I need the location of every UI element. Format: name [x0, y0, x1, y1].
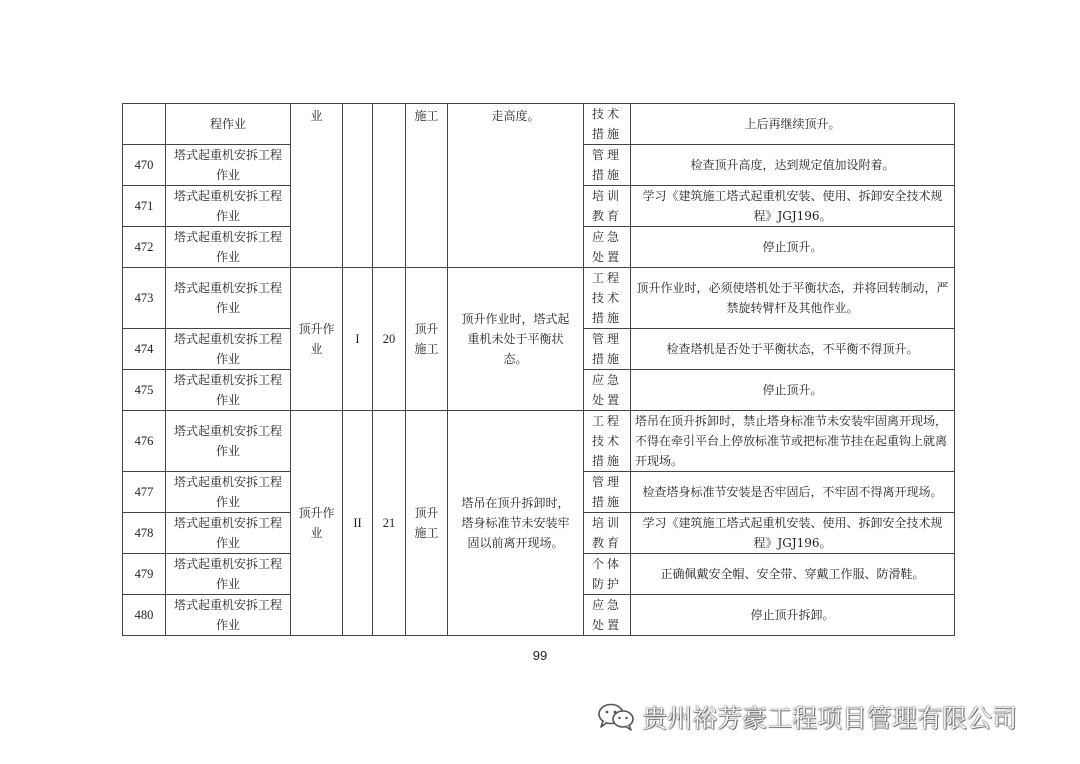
measure-type-cell: 培训教育	[584, 513, 631, 554]
measure-type-cell: 工程技术措施	[584, 268, 631, 329]
measure-type-cell: 培训教育	[584, 186, 631, 227]
row-number-cell: 472	[123, 227, 166, 268]
row-number-cell: 480	[123, 595, 166, 636]
project-name-cell: 塔式起重机安拆工程作业	[166, 595, 291, 636]
measure-cell: 塔吊在顶升拆卸时，禁止塔身标准节未安装牢固离开现场，不得在牵引平台上停放标准节或把标准节挂在起重钩上就离开现场。	[631, 411, 955, 472]
project-name-cell: 塔式起重机安拆工程作业	[166, 329, 291, 370]
project-name-cell: 塔式起重机安拆工程作业	[166, 145, 291, 186]
category-cell: 业	[291, 104, 343, 268]
row-number-cell	[123, 104, 166, 145]
measure-type-cell: 管理措施	[584, 472, 631, 513]
project-name-cell: 塔式起重机安拆工程作业	[166, 227, 291, 268]
table-row	[123, 268, 955, 329]
measure-type-cell: 工程技术措施	[584, 411, 631, 472]
measure-type-cell: 技术措施	[584, 104, 631, 145]
page-number: 99	[532, 648, 548, 663]
hazard-measures-table	[122, 103, 955, 636]
row-number-cell: 475	[123, 370, 166, 411]
risk-level-cell	[343, 104, 373, 268]
project-name-cell: 塔式起重机安拆工程作业	[166, 411, 291, 472]
measure-cell: 检查塔机是否处于平衡状态，不平衡不得顶升。	[631, 329, 955, 370]
measure-cell: 检查塔身标准节安装是否牢固后，不牢固不得离开现场。	[631, 472, 955, 513]
activity-cell: 施工	[406, 104, 448, 268]
measure-cell: 上后再继续顶升。	[631, 104, 955, 145]
activity-cell: 顶升施工	[406, 268, 448, 411]
measure-cell: 检查顶升高度，达到规定值加设附着。	[631, 145, 955, 186]
measure-cell: 学习《建筑施工塔式起重机安装、使用、拆卸安全技术规程》JGJ196。	[631, 513, 955, 554]
measure-type-cell: 应急处置	[584, 227, 631, 268]
row-number-cell: 479	[123, 554, 166, 595]
category-cell: 顶升作业	[291, 268, 343, 411]
row-number-cell: 476	[123, 411, 166, 472]
table-row	[123, 104, 955, 145]
category-cell: 顶升作业	[291, 411, 343, 636]
risk-level-cell: I	[343, 268, 373, 411]
hazard-cell: 走高度。	[448, 104, 584, 268]
measure-cell: 顶升作业时，必须使塔机处于平衡状态，并将回转制动，严禁旋转臂杆及其他作业。	[631, 268, 955, 329]
measure-cell: 停止顶升。	[631, 227, 955, 268]
row-number-cell: 478	[123, 513, 166, 554]
measure-cell: 停止顶升。	[631, 370, 955, 411]
code-cell: 21	[373, 411, 406, 636]
watermark	[596, 702, 1017, 732]
measure-cell: 正确佩戴安全帽、安全带、穿戴工作服、防滑鞋。	[631, 554, 955, 595]
wechat-icon	[596, 702, 636, 732]
project-name-cell: 塔式起重机安拆工程作业	[166, 513, 291, 554]
measure-type-cell: 应急处置	[584, 370, 631, 411]
measure-cell: 学习《建筑施工塔式起重机安装、使用、拆卸安全技术规程》JGJ196。	[631, 186, 955, 227]
activity-cell: 顶升施工	[406, 411, 448, 636]
code-cell	[373, 104, 406, 268]
row-number-cell: 477	[123, 472, 166, 513]
watermark-text: 贵州裕芳豪工程项目管理有限公司	[642, 704, 1018, 733]
row-number-cell: 471	[123, 186, 166, 227]
row-number-cell: 474	[123, 329, 166, 370]
table-row	[123, 411, 955, 472]
risk-level-cell: II	[343, 411, 373, 636]
measure-type-cell: 个体防护	[584, 554, 631, 595]
measure-type-cell: 应急处置	[584, 595, 631, 636]
measure-cell: 停止顶升拆卸。	[631, 595, 955, 636]
project-name-cell: 程作业	[166, 104, 291, 145]
project-name-cell: 塔式起重机安拆工程作业	[166, 268, 291, 329]
hazard-cell: 塔吊在顶升拆卸时，塔身标准节未安装牢固以前离开现场。	[448, 411, 584, 636]
measure-type-cell: 管理措施	[584, 329, 631, 370]
project-name-cell: 塔式起重机安拆工程作业	[166, 370, 291, 411]
project-name-cell: 塔式起重机安拆工程作业	[166, 472, 291, 513]
row-number-cell: 470	[123, 145, 166, 186]
project-name-cell: 塔式起重机安拆工程作业	[166, 186, 291, 227]
code-cell: 20	[373, 268, 406, 411]
row-number-cell: 473	[123, 268, 166, 329]
measure-type-cell: 管理措施	[584, 145, 631, 186]
project-name-cell: 塔式起重机安拆工程作业	[166, 554, 291, 595]
hazard-cell: 顶升作业时，塔式起重机未处于平衡状态。	[448, 268, 584, 411]
